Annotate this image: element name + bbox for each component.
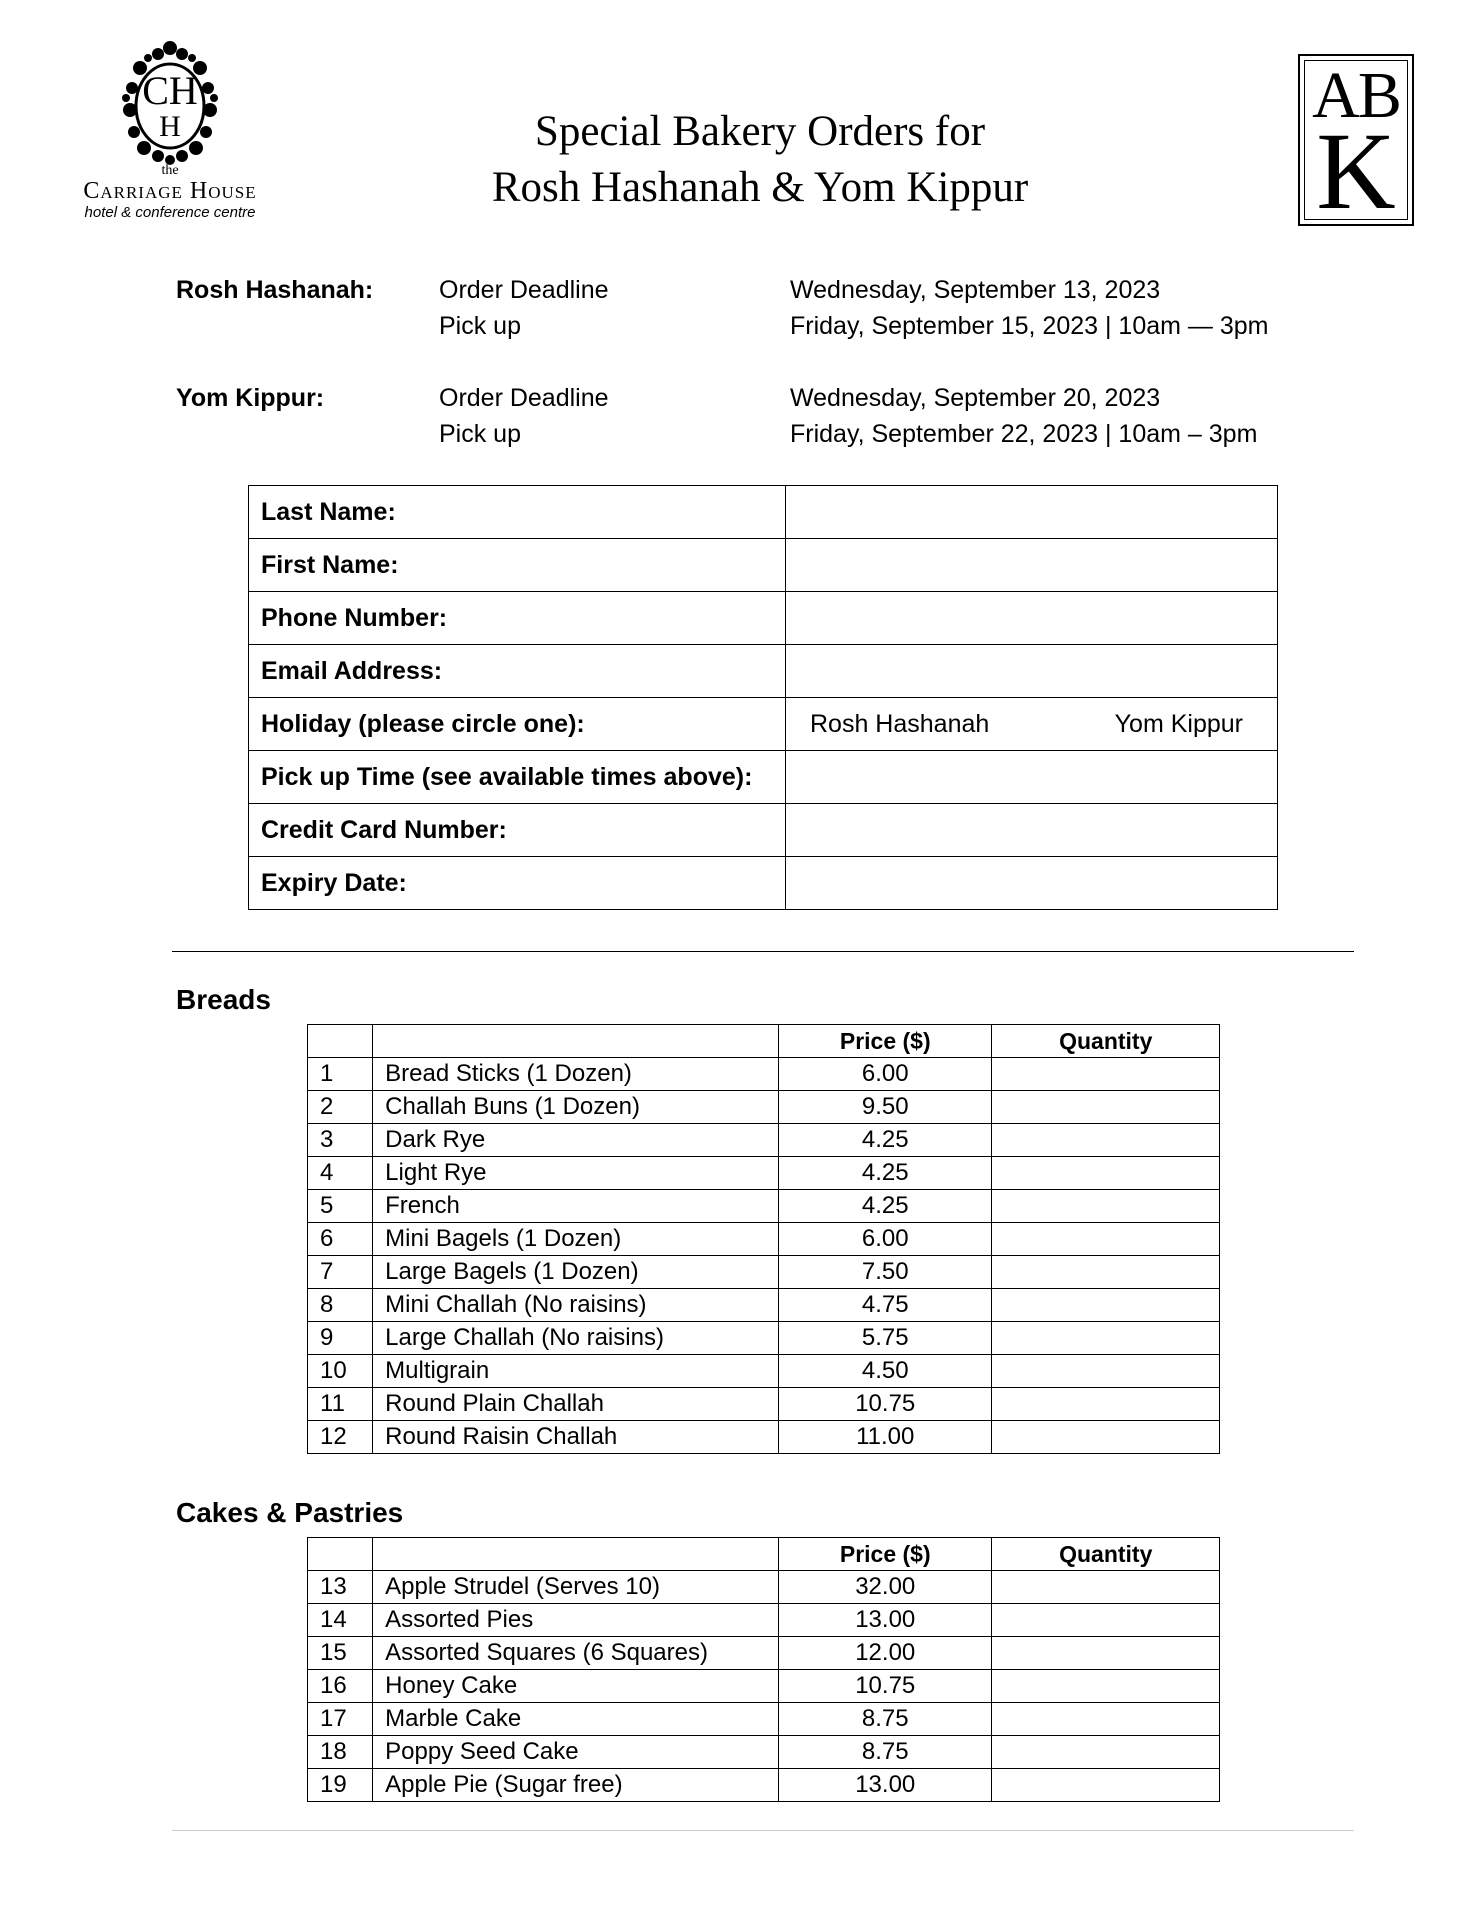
form-row-credit-card (249, 804, 1278, 857)
carriage-house-logo (60, 38, 280, 238)
table-row (308, 1124, 1220, 1157)
item-price: 4.75 (779, 1289, 992, 1322)
item-price: 12.00 (779, 1637, 992, 1670)
quantity-field[interactable] (992, 1736, 1220, 1769)
first-name-label: First Name: (249, 539, 786, 592)
item-name: Bread Sticks (1 Dozen) (373, 1058, 779, 1091)
item-number: 15 (308, 1637, 373, 1670)
table-row (308, 1388, 1220, 1421)
item-name: Challah Buns (1 Dozen) (373, 1091, 779, 1124)
email-label: Email Address: (249, 645, 786, 698)
quantity-field[interactable] (992, 1256, 1220, 1289)
item-price: 8.75 (779, 1703, 992, 1736)
table-row (308, 1571, 1220, 1604)
header-quantity: Quantity (992, 1025, 1220, 1058)
bottom-divider (172, 1830, 1354, 1831)
table-row (308, 1769, 1220, 1802)
form-row-phone (249, 592, 1278, 645)
logo-name: Carriage House (83, 178, 257, 204)
item-number: 14 (308, 1604, 373, 1637)
quantity-field[interactable] (992, 1769, 1220, 1802)
item-number: 13 (308, 1571, 373, 1604)
abk-logo (1298, 54, 1414, 232)
table-header-row (308, 1538, 1220, 1571)
item-name: Poppy Seed Cake (373, 1736, 779, 1769)
item-number: 5 (308, 1190, 373, 1223)
breads-heading: Breads (176, 984, 271, 1015)
item-number: 2 (308, 1091, 373, 1124)
item-number: 10 (308, 1355, 373, 1388)
header-price: Price ($) (779, 1538, 992, 1571)
table-row (308, 1604, 1220, 1637)
item-name: Assorted Squares (6 Squares) (373, 1637, 779, 1670)
form-row-pickup-time (249, 751, 1278, 804)
item-price: 10.75 (779, 1670, 992, 1703)
header-item (373, 1538, 779, 1571)
abk-logo-k: K (1316, 110, 1396, 232)
quantity-field[interactable] (992, 1571, 1220, 1604)
item-number: 11 (308, 1388, 373, 1421)
item-price: 7.50 (779, 1256, 992, 1289)
quantity-field[interactable] (992, 1355, 1220, 1388)
item-name: Apple Strudel (Serves 10) (373, 1571, 779, 1604)
table-row (308, 1091, 1220, 1124)
abk-logo-ab: AB (1312, 59, 1400, 132)
item-price: 4.25 (779, 1190, 992, 1223)
item-number: 19 (308, 1769, 373, 1802)
table-row (308, 1355, 1220, 1388)
quantity-field[interactable] (992, 1637, 1220, 1670)
quantity-field[interactable] (992, 1124, 1220, 1157)
item-name: Round Raisin Challah (373, 1421, 779, 1454)
item-number: 9 (308, 1322, 373, 1355)
table-row (308, 1703, 1220, 1736)
email-field[interactable] (786, 645, 1278, 698)
item-name: Large Challah (No raisins) (373, 1322, 779, 1355)
item-number: 3 (308, 1124, 373, 1157)
item-name: Large Bagels (1 Dozen) (373, 1256, 779, 1289)
quantity-field[interactable] (992, 1058, 1220, 1091)
header-num (308, 1538, 373, 1571)
schedule-deadline-value: Wednesday, September 13, 2023 (790, 276, 1161, 304)
item-name: Light Rye (373, 1157, 779, 1190)
page-title (380, 104, 1140, 216)
header-quantity: Quantity (992, 1538, 1220, 1571)
item-price: 13.00 (779, 1604, 992, 1637)
schedule-holiday: Yom Kippur: (176, 384, 325, 412)
table-row (308, 1637, 1220, 1670)
header-item (373, 1025, 779, 1058)
item-number: 4 (308, 1157, 373, 1190)
breads-table (307, 1024, 1220, 1454)
item-price: 4.25 (779, 1124, 992, 1157)
holiday-choice-field (786, 698, 1278, 751)
item-number: 7 (308, 1256, 373, 1289)
item-name: Apple Pie (Sugar free) (373, 1769, 779, 1802)
quantity-field[interactable] (992, 1421, 1220, 1454)
table-row (308, 1421, 1220, 1454)
item-price: 10.75 (779, 1388, 992, 1421)
quantity-field[interactable] (992, 1604, 1220, 1637)
table-row (308, 1190, 1220, 1223)
quantity-field[interactable] (992, 1388, 1220, 1421)
expiry-label: Expiry Date: (249, 857, 786, 910)
quantity-field[interactable] (992, 1703, 1220, 1736)
holiday-label: Holiday (please circle one): (249, 698, 786, 751)
item-number: 12 (308, 1421, 373, 1454)
abk-logo-inner-border (1304, 59, 1408, 232)
table-row (308, 1736, 1220, 1769)
item-number: 1 (308, 1058, 373, 1091)
quantity-field[interactable] (992, 1322, 1220, 1355)
first-name-field[interactable] (786, 539, 1278, 592)
quantity-field[interactable] (992, 1223, 1220, 1256)
expiry-field[interactable] (786, 857, 1278, 910)
holiday-option-yom-kippur[interactable]: Yom Kippur (1114, 709, 1243, 738)
item-name: Mini Challah (No raisins) (373, 1289, 779, 1322)
item-number: 16 (308, 1670, 373, 1703)
schedule-pickup-label: Pick up (439, 420, 521, 448)
phone-label: Phone Number: (249, 592, 786, 645)
item-name: Mini Bagels (1 Dozen) (373, 1223, 779, 1256)
table-row (308, 1157, 1220, 1190)
header-price: Price ($) (779, 1025, 992, 1058)
item-price: 13.00 (779, 1769, 992, 1802)
header-num (308, 1025, 373, 1058)
item-name: Round Plain Challah (373, 1388, 779, 1421)
item-name: Multigrain (373, 1355, 779, 1388)
item-number: 6 (308, 1223, 373, 1256)
form-row-email (249, 645, 1278, 698)
schedule-pickup-value: Friday, September 22, 2023 | 10am – 3pm (790, 420, 1258, 448)
item-name: Assorted Pies (373, 1604, 779, 1637)
schedule-deadline-label: Order Deadline (439, 384, 609, 412)
item-price: 4.50 (779, 1355, 992, 1388)
logo-the: the (161, 163, 179, 178)
schedule-deadline-label: Order Deadline (439, 276, 609, 304)
quantity-field[interactable] (992, 1091, 1220, 1124)
item-price: 5.75 (779, 1322, 992, 1355)
credit-card-label: Credit Card Number: (249, 804, 786, 857)
form-row-expiry (249, 857, 1278, 910)
phone-field[interactable] (786, 592, 1278, 645)
table-row (308, 1223, 1220, 1256)
logo-subtitle: hotel & conference centre (84, 204, 256, 221)
table-row (308, 1289, 1220, 1322)
quantity-field[interactable] (992, 1190, 1220, 1223)
form-row-first-name (249, 539, 1278, 592)
schedule-deadline-value: Wednesday, September 20, 2023 (790, 384, 1161, 412)
item-price: 6.00 (779, 1223, 992, 1256)
schedule-pickup-label: Pick up (439, 312, 521, 340)
title-line-2: Rosh Hashanah & Yom Kippur (491, 164, 1029, 211)
table-row (308, 1670, 1220, 1703)
cakes-table (307, 1537, 1220, 1802)
item-name: Honey Cake (373, 1670, 779, 1703)
last-name-label: Last Name: (249, 486, 786, 539)
table-row (308, 1256, 1220, 1289)
quantity-field[interactable] (992, 1670, 1220, 1703)
item-price: 4.25 (779, 1157, 992, 1190)
credit-card-field[interactable] (786, 804, 1278, 857)
customer-info-form (248, 485, 1278, 910)
item-number: 17 (308, 1703, 373, 1736)
item-price: 11.00 (779, 1421, 992, 1454)
cakes-heading: Cakes & Pastries (176, 1497, 404, 1528)
item-price: 32.00 (779, 1571, 992, 1604)
item-number: 8 (308, 1289, 373, 1322)
quantity-field[interactable] (992, 1289, 1220, 1322)
table-row (308, 1322, 1220, 1355)
quantity-field[interactable] (992, 1157, 1220, 1190)
svg-text:CH: CH (142, 68, 198, 113)
item-price: 9.50 (779, 1091, 992, 1124)
item-price: 8.75 (779, 1736, 992, 1769)
pickup-time-field[interactable] (786, 751, 1278, 804)
floral-wreath-icon (110, 38, 230, 168)
section-divider (172, 951, 1354, 952)
form-row-holiday (249, 698, 1278, 751)
table-header-row (308, 1025, 1220, 1058)
title-line-1: Special Bakery Orders for (534, 108, 986, 155)
item-name: Marble Cake (373, 1703, 779, 1736)
table-row (308, 1058, 1220, 1091)
item-name: French (373, 1190, 779, 1223)
form-row-last-name (249, 486, 1278, 539)
item-number: 18 (308, 1736, 373, 1769)
holiday-option-rosh-hashanah[interactable]: Rosh Hashanah (810, 709, 990, 738)
item-name: Dark Rye (373, 1124, 779, 1157)
schedule-holiday: Rosh Hashanah: (176, 276, 374, 304)
svg-text:H: H (159, 110, 181, 143)
item-price: 6.00 (779, 1058, 992, 1091)
pickup-time-label: Pick up Time (see available times above): (249, 751, 786, 804)
last-name-field[interactable] (786, 486, 1278, 539)
schedule-pickup-value: Friday, September 15, 2023 | 10am — 3pm (790, 312, 1269, 340)
